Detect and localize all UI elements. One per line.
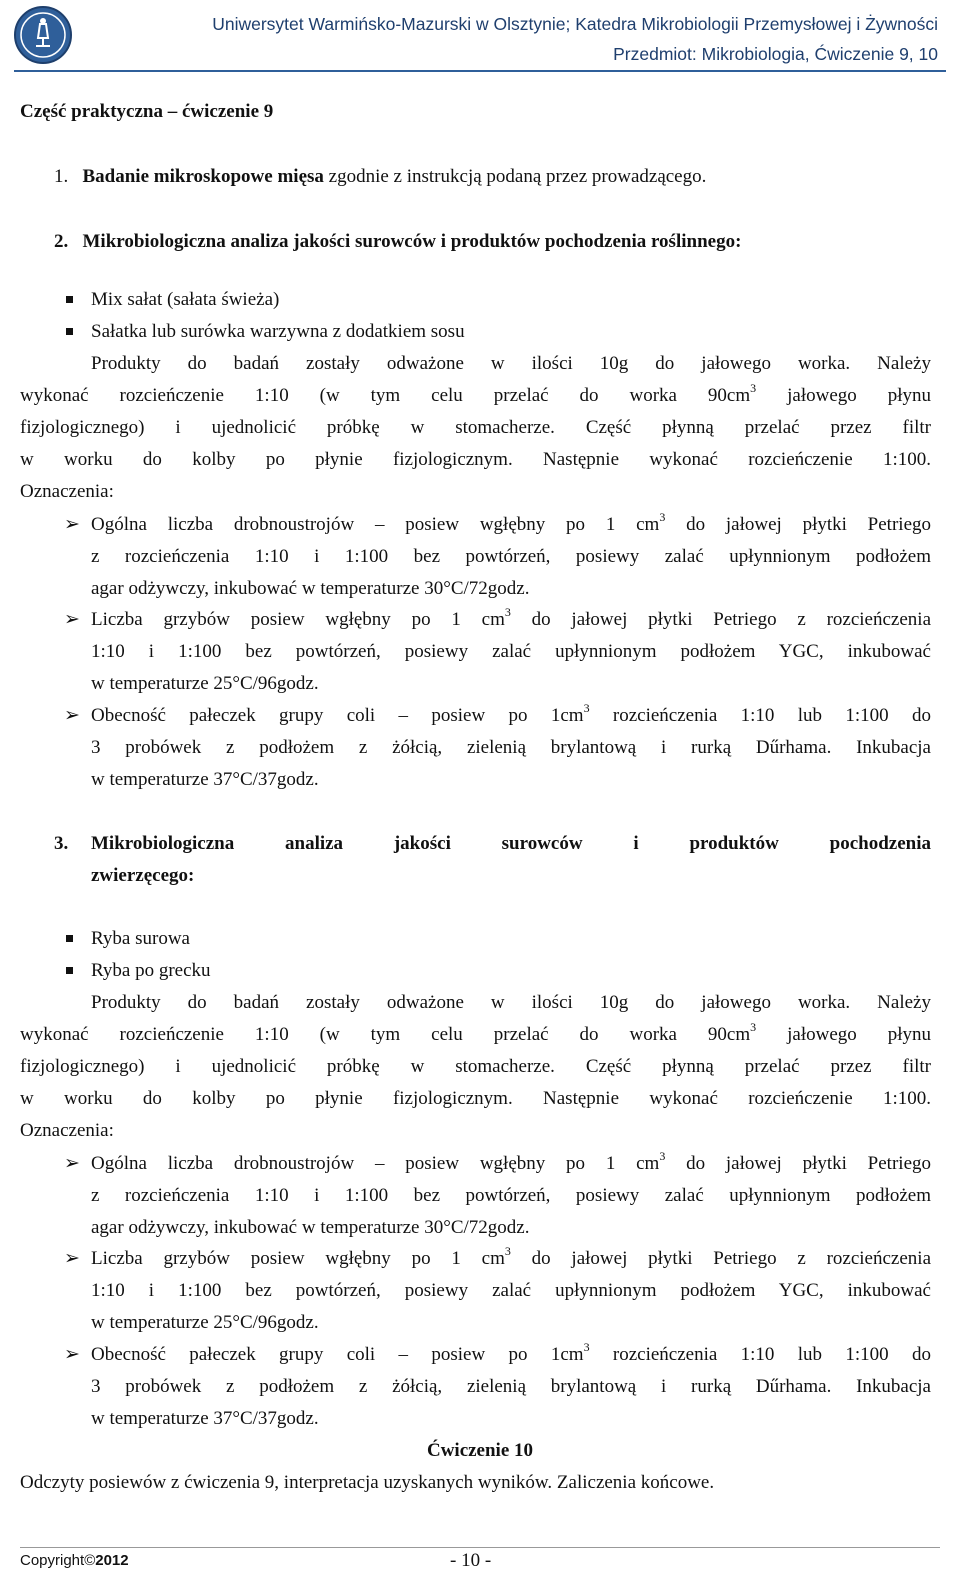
header-divider bbox=[14, 70, 946, 72]
list-item: Mix sałat (sałata świeża) bbox=[91, 289, 280, 310]
arrow-bullet-icon: ➢ bbox=[64, 609, 80, 630]
arrow-bullet-icon: ➢ bbox=[64, 1248, 80, 1269]
paragraph-line: Produkty do badań zostały odważone w ilości 10g do jałowego worka. Należy bbox=[91, 992, 931, 1013]
header-subject: Przedmiot: Mikrobiologia, Ćwiczenie 9, 10 bbox=[613, 44, 938, 64]
footer-divider bbox=[20, 1547, 940, 1548]
procedure-paragraph bbox=[20, 987, 931, 1147]
bullet-square-icon bbox=[66, 967, 73, 974]
list-item: Ryba surowa bbox=[91, 928, 190, 949]
arrow-bullet-icon: ➢ bbox=[64, 1153, 80, 1174]
header-institution: Uniwersytet Warmińsko-Mazurski w Olsztynie; Katedra Mikrobiologii Przemysłowej i Żywności bbox=[212, 14, 938, 34]
item-2-number: 2. bbox=[54, 231, 69, 252]
item-1-number: 1. bbox=[54, 166, 69, 187]
arrow-bullet-icon: ➢ bbox=[64, 705, 80, 726]
paragraph-line: wykonać rozcieńczenie 1:10 (w tym celu przelać do worka $90cm^3$ jałowego płynu bbox=[20, 381, 931, 406]
exercise-10-title: Ćwiczenie 10 bbox=[426, 1440, 534, 1461]
paragraph-line: w worku do kolby po płynie fizjologicznym. Następnie wykonać rozcieńczenie 1:100. bbox=[20, 449, 931, 470]
item-2 bbox=[54, 226, 741, 258]
page-header bbox=[0, 0, 960, 82]
item-1-title: Badanie mikroskopowe mięsa bbox=[82, 166, 324, 187]
item-2-title: Mikrobiologiczna analiza jakości surowców i produktów pochodzenia roślinnego: bbox=[82, 231, 742, 252]
university-logo bbox=[14, 6, 72, 64]
bullet-square-icon bbox=[66, 296, 73, 303]
list-item: Obecność pałeczek grupy coli – posiew po $1cm^3$ rozcieńczenia 1:10 lub 1:100 do 3 probówek z podłożem z żółcią, zielenią brylantową i rurką Dűrhama. Inkubacja w temperaturze 37°C/37godz. bbox=[91, 1340, 931, 1429]
paragraph-line: fizjologicznego) i ujednolicić próbkę w stomacherze. Część płynną przelać przez filtr bbox=[20, 417, 931, 438]
procedure-paragraph bbox=[20, 348, 931, 508]
arrow-bullet-icon: ➢ bbox=[64, 514, 80, 535]
paragraph-line: Oznaczenia: bbox=[20, 1120, 114, 1141]
bullet-square-icon bbox=[66, 328, 73, 335]
bullet-square-icon bbox=[66, 935, 73, 942]
arrow-bullet-icon: ➢ bbox=[64, 1344, 80, 1365]
list-item: Sałatka lub surówka warzywna z dodatkiem sosu bbox=[91, 321, 465, 342]
paragraph-line: fizjologicznego) i ujednolicić próbkę w stomacherze. Część płynną przelać przez filtr bbox=[20, 1056, 931, 1077]
list-item: Liczba grzybów posiew wgłębny po 1 $cm^3$ do jałowej płytki Petriego z rozcieńczenia 1:10 i 1:100 bez powtórzeń, posiewy zalać upłynnionym podłożem YGC, inkubować w temperaturze 25°C/96godz. bbox=[91, 605, 931, 694]
copyright: Copyright©2012 bbox=[20, 1552, 129, 1569]
item-1-text: zgodnie z instrukcją podaną przez prowadzącego. bbox=[323, 166, 707, 187]
item-1 bbox=[54, 161, 706, 193]
exercise-10-text: Odczyty posiewów z ćwiczenia 9, interpretacja uzyskanych wyników. Zaliczenia końcowe. bbox=[20, 1472, 715, 1493]
list-item: Liczba grzybów posiew wgłębny po 1 $cm^3$ do jałowej płytki Petriego z rozcieńczenia 1:10 i 1:100 bez powtórzeń, posiewy zalać upłynnionym podłożem YGC, inkubować w temperaturze 25°C/96godz. bbox=[91, 1244, 931, 1333]
list-item: Ryba po grecku bbox=[91, 960, 211, 981]
list-item: Ogólna liczba drobnoustrojów – posiew wgłębny po 1 $cm^3$ do jałowej płytki Petriego z rozcieńczenia 1:10 i 1:100 bez powtórzeń, posiewy zalać upłynnionym podłożem agar odżywczy, inkubować w temperaturze 30°C/72godz. bbox=[91, 510, 931, 599]
page-number: - 10 - bbox=[450, 1550, 492, 1571]
section-heading: Część praktyczna – ćwiczenie 9 bbox=[20, 101, 274, 122]
list-item: Obecność pałeczek grupy coli – posiew po $1cm^3$ rozcieńczenia 1:10 lub 1:100 do 3 probówek z podłożem z żółcią, zielenią brylantową i rurką Dűrhama. Inkubacja w temperaturze 37°C/37godz. bbox=[91, 701, 931, 790]
list-item: Ogólna liczba drobnoustrojów – posiew wgłębny po 1 $cm^3$ do jałowej płytki Petriego z rozcieńczenia 1:10 i 1:100 bez powtórzeń, posiewy zalać upłynnionym podłożem agar odżywczy, inkubować w temperaturze 30°C/72godz. bbox=[91, 1149, 931, 1238]
item-3-title: Mikrobiologiczna analiza jakości surowców i produktów pochodzenia zwierzęcego: bbox=[91, 833, 931, 886]
paragraph-line: Produkty do badań zostały odważone w ilości 10g do jałowego worka. Należy bbox=[91, 353, 931, 374]
paragraph-line: w worku do kolby po płynie fizjologicznym. Następnie wykonać rozcieńczenie 1:100. bbox=[20, 1088, 931, 1109]
item-3-number: 3. bbox=[54, 833, 69, 854]
paragraph-line: Oznaczenia: bbox=[20, 481, 114, 502]
paragraph-line: wykonać rozcieńczenie 1:10 (w tym celu przelać do worka $90cm^3$ jałowego płynu bbox=[20, 1020, 931, 1045]
